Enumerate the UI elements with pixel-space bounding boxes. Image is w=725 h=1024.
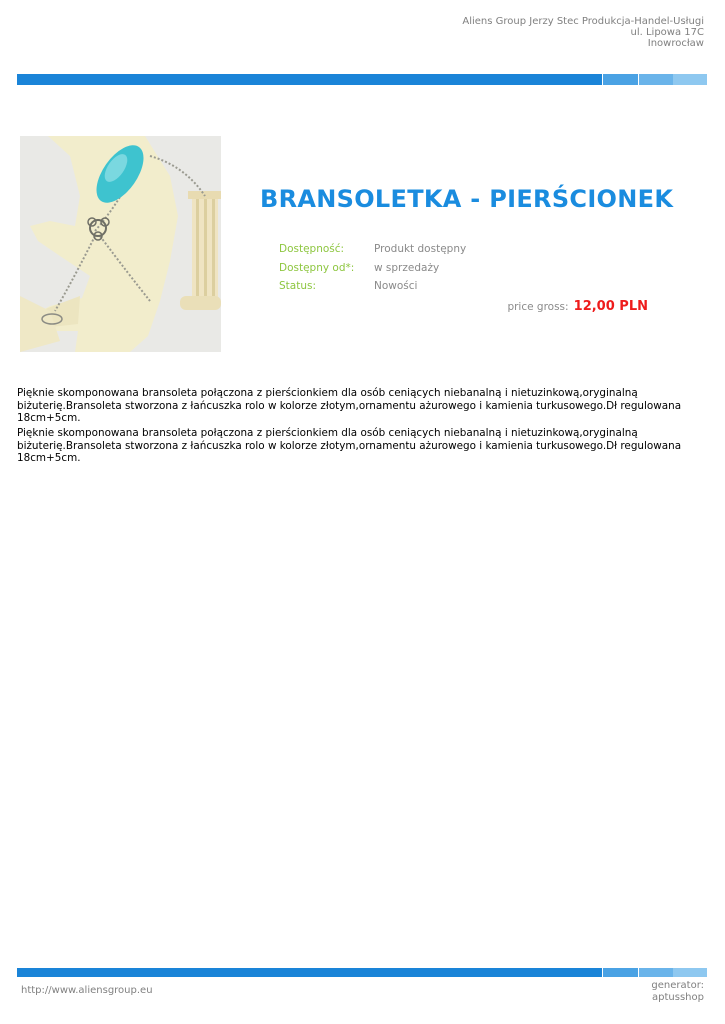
available-from-label: Dostępny od*:	[279, 261, 355, 274]
price-label: price gross:	[507, 301, 569, 313]
generator-name: aptusshop	[652, 992, 704, 1003]
product-photo	[20, 136, 221, 352]
product-attributes	[279, 240, 466, 296]
footer-divider-bar	[17, 968, 707, 977]
attribute-row-available-from	[279, 259, 466, 278]
company-address	[462, 16, 704, 49]
company-street: ul. Lipowa 17C	[630, 27, 704, 38]
available-from-value: w sprzedaży	[374, 261, 440, 274]
status-value: Nowości	[374, 280, 418, 293]
product-title: BRANSOLETKA - PIERŚCIONEK	[260, 185, 674, 213]
header-divider-bar	[17, 74, 707, 85]
price-value: 12,00 PLN	[573, 299, 648, 314]
generator-credit	[651, 980, 704, 1004]
price-block	[507, 295, 648, 314]
product-description-2: Pięknie skomponowana bransoleta połączona z pierścionkiem dla osób ceniących niebanalną i nietuzinkową,oryginalną biżuterię.Bransoleta stworzona z łańcuszka rolo w kolorze złotym,ornamentu ażurowego i kamienia turkusowego.Dł regulowana 18cm+5cm.	[17, 427, 682, 464]
company-city: Inowrocław	[647, 38, 704, 49]
attribute-row-availability	[279, 240, 466, 259]
status-label: Status:	[279, 280, 316, 293]
availability-label: Dostępność:	[279, 243, 345, 256]
availability-value: Produkt dostępny	[374, 243, 467, 256]
footer-website-url: http://www.aliensgroup.eu	[21, 985, 153, 996]
attribute-row-status	[279, 277, 466, 296]
company-name: Aliens Group Jerzy Stec Produkcja-Handel-Usługi	[462, 16, 704, 27]
product-description-1: Pięknie skomponowana bransoleta połączona z pierścionkiem dla osób ceniących niebanalną i nietuzinkową,oryginalną biżuterię.Bransoleta stworzona z łańcuszka rolo w kolorze złotym,ornamentu ażurowego i kamienia turkusowego.Dł regulowana 18cm+5cm.	[17, 387, 682, 424]
generator-label: generator:	[651, 980, 704, 991]
